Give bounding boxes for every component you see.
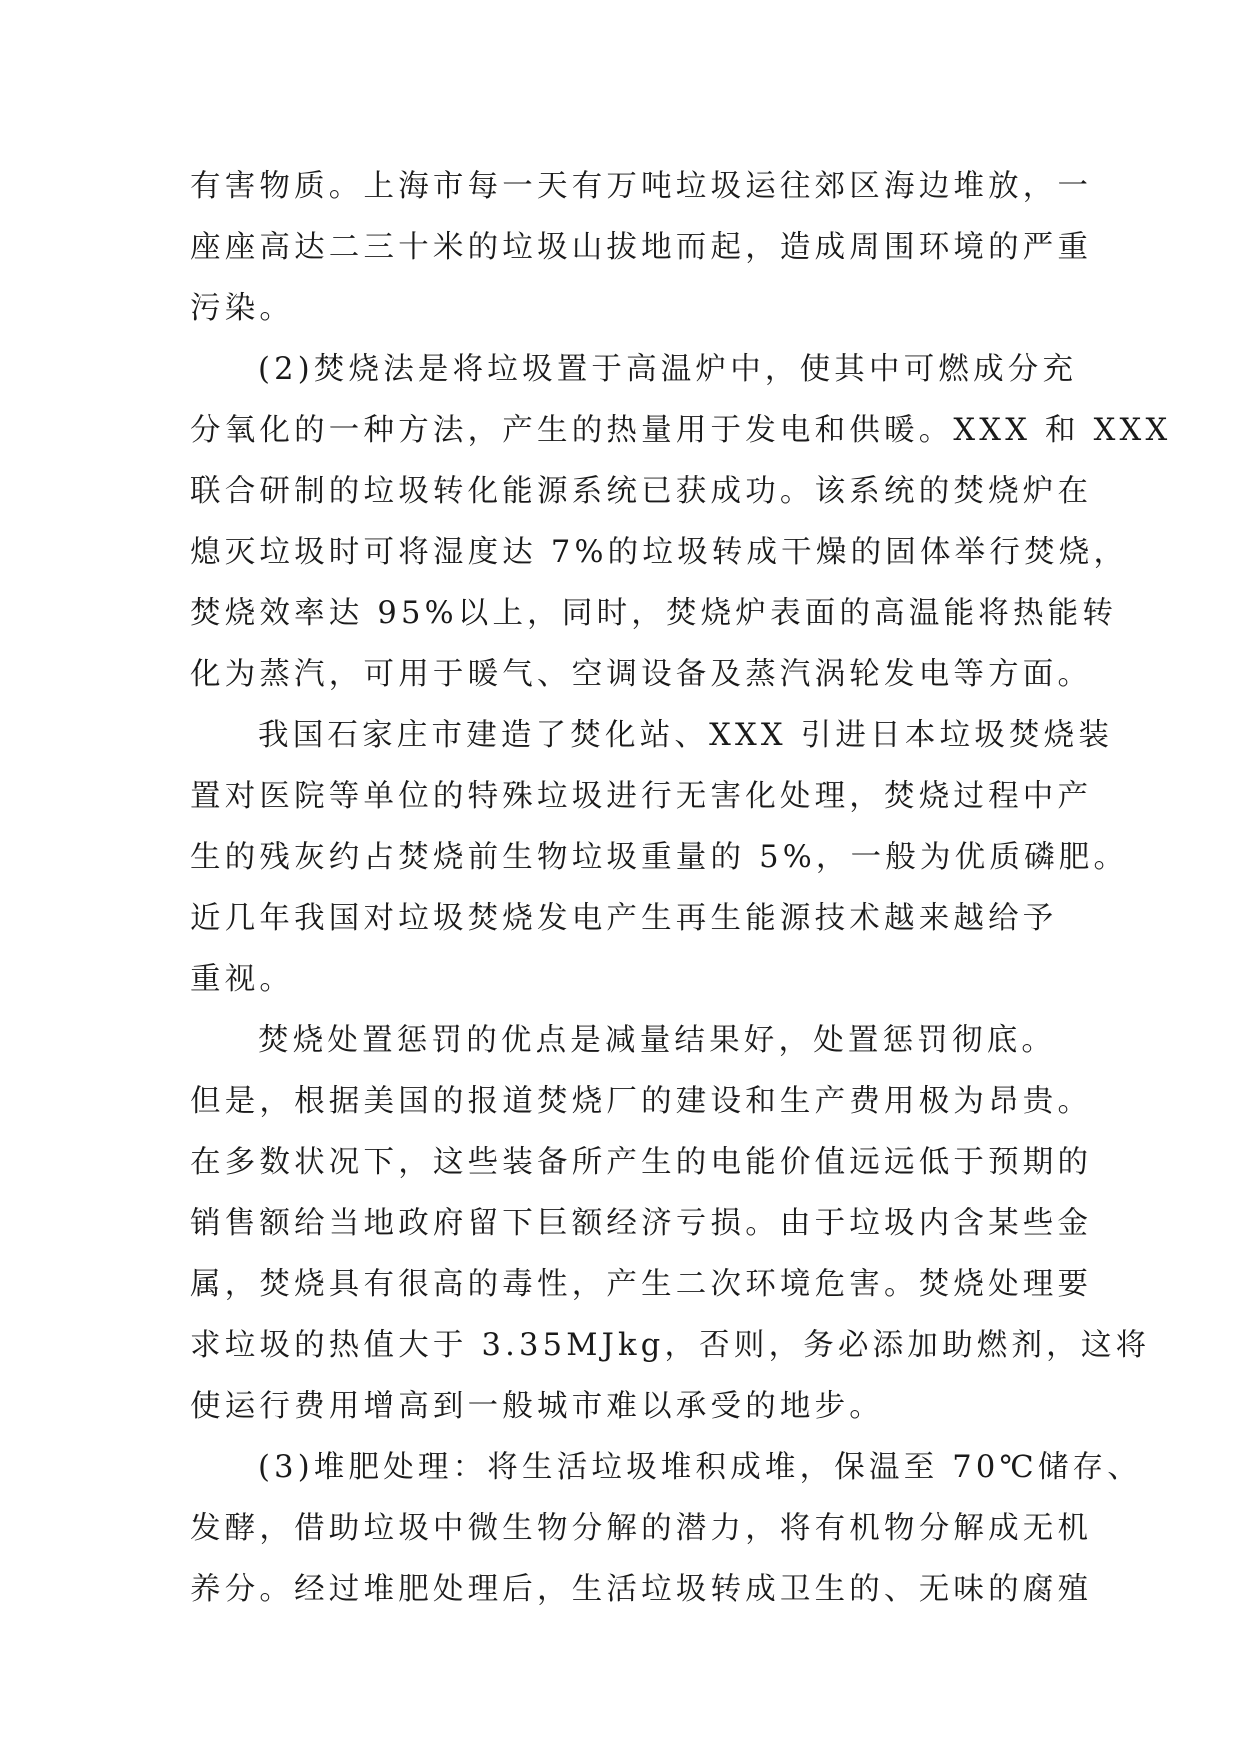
text-line: 发酵，借助垃圾中微生物分解的潜力，将有机物分解成无机 bbox=[190, 1511, 1093, 1546]
text-line: 重视。 bbox=[190, 962, 295, 997]
text-line: 化为蒸汽，可用于暖气、空调设备及蒸汽涡轮发电等方面。 bbox=[190, 657, 1093, 692]
text-line: 养分。经过堆肥处理后，生活垃圾转成卫生的、无味的腐殖 bbox=[190, 1572, 1093, 1607]
paragraph-start-line: (2)焚烧法是将垃圾置于高温炉中，使其中可燃成分充 bbox=[258, 352, 1078, 387]
body-text bbox=[190, 156, 1172, 1620]
paragraph-start-line: 焚烧处置惩罚的优点是减量结果好，处置惩罚彻底。 bbox=[258, 1023, 1057, 1058]
text-line: 使运行费用增高到一般城市难以承受的地步。 bbox=[190, 1389, 884, 1424]
paragraph-start-line: 我国石家庄市建造了焚化站、XXX 引进日本垃圾焚烧装 bbox=[258, 718, 1114, 753]
paragraph-start-line: (3)堆肥处理：将生活垃圾堆积成堆，保温至 70℃储存、 bbox=[258, 1450, 1142, 1485]
text-line: 熄灭垃圾时可将湿度达 7%的垃圾转成干燥的固体举行焚烧， bbox=[190, 535, 1129, 570]
text-line: 置对医院等单位的特殊垃圾进行无害化处理，焚烧过程中产 bbox=[190, 779, 1093, 814]
text-line: 座座高达二三十米的垃圾山拔地而起，造成周围环境的严重 bbox=[190, 230, 1093, 265]
text-line: 在多数状况下，这些装备所产生的电能价值远远低于预期的 bbox=[190, 1145, 1093, 1180]
text-line: 焚烧效率达 95%以上，同时，焚烧炉表面的高温能将热能转 bbox=[190, 596, 1118, 631]
text-line: 生的残灰约占焚烧前生物垃圾重量的 5%，一般为优质磷肥。 bbox=[190, 840, 1129, 875]
text-line: 有害物质。上海市每一天有万吨垃圾运往郊区海边堆放，一 bbox=[190, 169, 1093, 204]
text-line: 销售额给当地政府留下巨额经济亏损。由于垃圾内含某些金 bbox=[190, 1206, 1093, 1241]
text-line: 联合研制的垃圾转化能源系统已获成功。该系统的焚烧炉在 bbox=[190, 474, 1093, 509]
text-line: 污染。 bbox=[190, 291, 295, 326]
text-line: 属，焚烧具有很高的毒性，产生二次环境危害。焚烧处理要 bbox=[190, 1267, 1093, 1302]
text-line: 求垃圾的热值大于 3.35MJkg，否则，务必添加助燃剂，这将 bbox=[190, 1328, 1151, 1363]
text-line: 但是，根据美国的报道焚烧厂的建设和生产费用极为昂贵。 bbox=[190, 1084, 1093, 1119]
text-line: 近几年我国对垃圾焚烧发电产生再生能源技术越来越给予 bbox=[190, 901, 1058, 936]
text-line: 分氧化的一种方法，产生的热量用于发电和供暖。XXX 和 XXX bbox=[190, 413, 1172, 448]
